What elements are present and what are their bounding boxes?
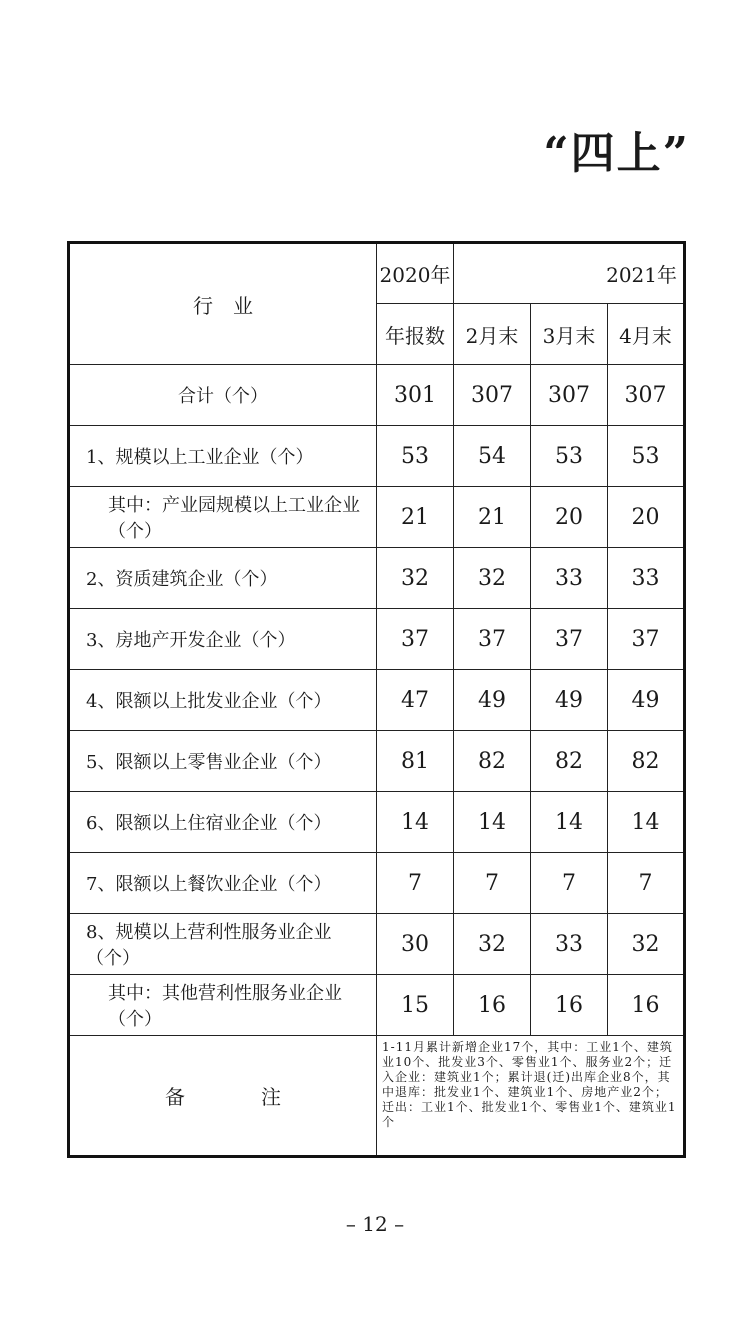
header-industry: 行 业 bbox=[69, 243, 377, 365]
cell-apr: 53 bbox=[608, 426, 685, 487]
cell-2020: 21 bbox=[377, 487, 454, 548]
cell-2020: 14 bbox=[377, 792, 454, 853]
cell-apr: 49 bbox=[608, 670, 685, 731]
cell-apr: 16 bbox=[608, 975, 685, 1036]
table-row bbox=[69, 914, 685, 975]
subheader-mar: 3月末 bbox=[531, 304, 608, 365]
cell-apr: 7 bbox=[608, 853, 685, 914]
cell-mar: 49 bbox=[531, 670, 608, 731]
cell-apr: 14 bbox=[608, 792, 685, 853]
subheader-annual: 年报数 bbox=[377, 304, 454, 365]
table-row bbox=[69, 548, 685, 609]
page-title: “四上” bbox=[543, 128, 690, 179]
row-label: 1、规模以上工业企业（个） bbox=[69, 426, 377, 487]
cell-feb: 54 bbox=[454, 426, 531, 487]
cell-feb: 32 bbox=[454, 548, 531, 609]
cell-2020: 47 bbox=[377, 670, 454, 731]
cell-2020: 37 bbox=[377, 609, 454, 670]
row-label: 4、限额以上批发业企业（个） bbox=[69, 670, 377, 731]
remark-row bbox=[69, 1036, 685, 1157]
table-row-total bbox=[69, 365, 685, 426]
cell-feb: 37 bbox=[454, 609, 531, 670]
row-label: 7、限额以上餐饮业企业（个） bbox=[69, 853, 377, 914]
table-row bbox=[69, 670, 685, 731]
cell-apr: 82 bbox=[608, 731, 685, 792]
row-label: 3、房地产开发企业（个） bbox=[69, 609, 377, 670]
header-row-years bbox=[69, 243, 685, 304]
cell-mar: 53 bbox=[531, 426, 608, 487]
enterprise-count-table bbox=[67, 241, 686, 1158]
header-2021: 2021年 bbox=[454, 243, 685, 304]
cell-mar: 14 bbox=[531, 792, 608, 853]
cell-feb: 16 bbox=[454, 975, 531, 1036]
row-label: 5、限额以上零售业企业（个） bbox=[69, 731, 377, 792]
cell-mar: 307 bbox=[531, 365, 608, 426]
cell-2020: 301 bbox=[377, 365, 454, 426]
row-label: 其中：其他营利性服务业企业（个） bbox=[69, 975, 377, 1036]
cell-2020: 15 bbox=[377, 975, 454, 1036]
header-2020: 2020年 bbox=[377, 243, 454, 304]
table-row bbox=[69, 609, 685, 670]
cell-mar: 37 bbox=[531, 609, 608, 670]
cell-2020: 32 bbox=[377, 548, 454, 609]
row-label: 2、资质建筑企业（个） bbox=[69, 548, 377, 609]
cell-apr: 37 bbox=[608, 609, 685, 670]
cell-mar: 16 bbox=[531, 975, 608, 1036]
cell-mar: 20 bbox=[531, 487, 608, 548]
row-label: 合计（个） bbox=[69, 365, 377, 426]
row-label: 8、规模以上营利性服务业企业（个） bbox=[69, 914, 377, 975]
table-row bbox=[69, 975, 685, 1036]
row-label: 其中：产业园规模以上工业企业（个） bbox=[69, 487, 377, 548]
subheader-apr: 4月末 bbox=[608, 304, 685, 365]
subheader-feb: 2月末 bbox=[454, 304, 531, 365]
cell-feb: 49 bbox=[454, 670, 531, 731]
cell-mar: 33 bbox=[531, 548, 608, 609]
cell-mar: 82 bbox=[531, 731, 608, 792]
cell-apr: 33 bbox=[608, 548, 685, 609]
cell-feb: 307 bbox=[454, 365, 531, 426]
remark-text: 1-11月累计新增企业17个，其中：工业1个、建筑业10个、批发业3个、零售业1个、服务业2个；迁入企业：建筑业1个；累计退(迁)出库企业8个，其中退库：批发业1个、建筑业1个、房地产业2个；迁出：工业1个、批发业1个、零售业1个、建筑业1个 bbox=[377, 1036, 685, 1157]
cell-apr: 32 bbox=[608, 914, 685, 975]
cell-mar: 7 bbox=[531, 853, 608, 914]
cell-feb: 21 bbox=[454, 487, 531, 548]
table-row bbox=[69, 792, 685, 853]
cell-feb: 32 bbox=[454, 914, 531, 975]
cell-mar: 33 bbox=[531, 914, 608, 975]
table-row bbox=[69, 426, 685, 487]
table-row bbox=[69, 853, 685, 914]
cell-2020: 81 bbox=[377, 731, 454, 792]
table-row bbox=[69, 487, 685, 548]
table-row bbox=[69, 731, 685, 792]
page-number: – 12 – bbox=[345, 1212, 405, 1236]
cell-2020: 53 bbox=[377, 426, 454, 487]
cell-apr: 20 bbox=[608, 487, 685, 548]
cell-apr: 307 bbox=[608, 365, 685, 426]
cell-feb: 7 bbox=[454, 853, 531, 914]
row-label: 6、限额以上住宿业企业（个） bbox=[69, 792, 377, 853]
cell-2020: 30 bbox=[377, 914, 454, 975]
cell-feb: 14 bbox=[454, 792, 531, 853]
cell-feb: 82 bbox=[454, 731, 531, 792]
cell-2020: 7 bbox=[377, 853, 454, 914]
remark-label: 备 注 bbox=[69, 1036, 377, 1157]
